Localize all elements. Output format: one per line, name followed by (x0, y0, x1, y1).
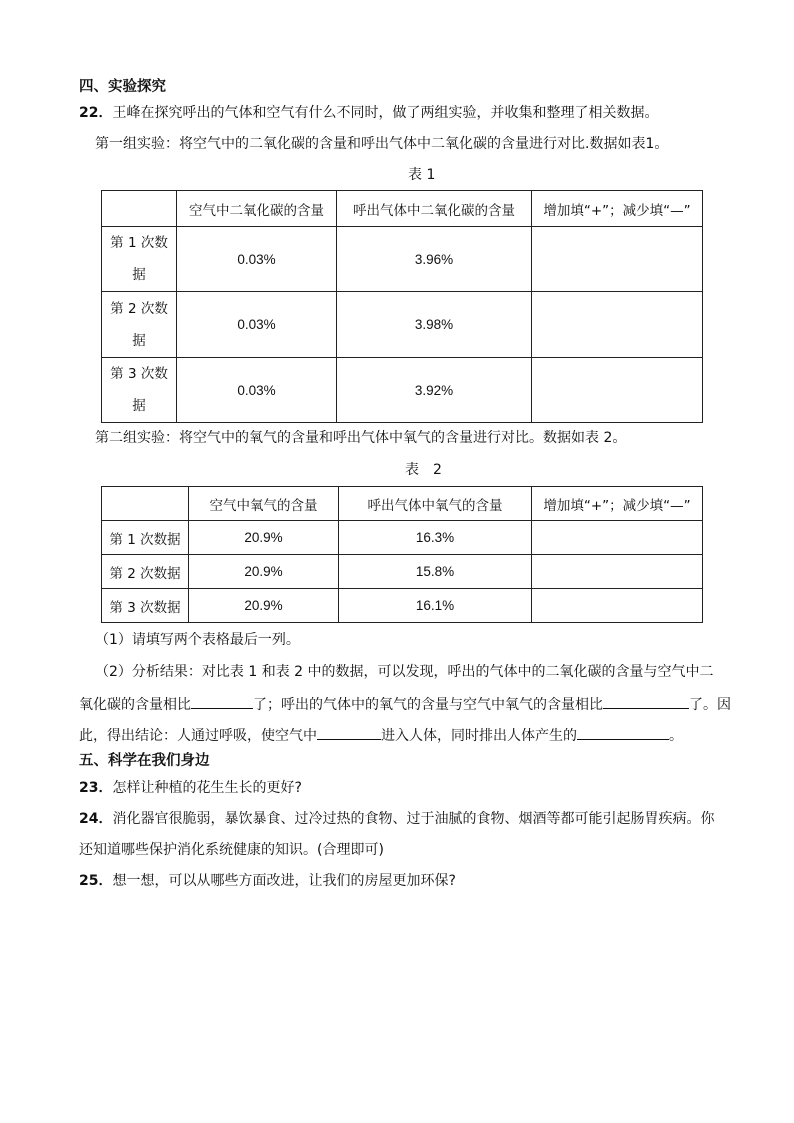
table-1-row-label (102, 292, 177, 358)
section-5-heading: 五、科学在我们身边 (79, 753, 210, 769)
sub-question-1: （1）请填写两个表格最后一列。 (95, 632, 300, 648)
table-1-row-label-line-a: 第 3 次数 (110, 366, 168, 382)
table-1-row-label-line-b: 据 (132, 332, 146, 349)
table-1-header-change: 增加填“+”；减少填“—” (532, 191, 703, 227)
table-1-change-answer-cell[interactable] (532, 292, 703, 358)
table-1-exhaled-value: 3.96% (337, 227, 532, 292)
question-24-number: 24． (79, 811, 113, 827)
question-23 (79, 778, 302, 798)
table-1-row-label-line-a: 第 1 次数 (110, 235, 168, 251)
question-24-line-2: 还知道哪些保护消化系统健康的知识。(合理即可) (79, 842, 384, 858)
answer-blank-gas-out[interactable] (577, 725, 669, 740)
sub-question-2-text-d: 此，得出结论：人通过呼吸，使空气中 (79, 728, 317, 744)
question-22 (79, 103, 658, 123)
table-2 (101, 486, 703, 623)
question-25-number: 25． (79, 873, 113, 889)
answer-blank-o2-change[interactable] (603, 694, 689, 709)
table-1-row-label (102, 358, 177, 423)
table-1-air-value: 0.03% (177, 292, 337, 358)
sub-question-2-text-e: 进入人体，同时排出人体产生的 (381, 728, 577, 744)
question-24-text-1: 消化器官很脆弱，暴饮暴食、过冷过热的食物、过于油腻的食物、烟酒等都可能引起肠胃疾病。你 (112, 811, 715, 827)
table-row (102, 227, 703, 292)
sub-question-2-text-a: 氧化碳的含量相比 (79, 697, 191, 713)
table-2-row-label: 第 3 次数据 (102, 589, 189, 623)
answer-blank-gas-in[interactable] (317, 725, 381, 740)
table-1-caption: 表 1 (408, 167, 436, 183)
sub-question-2-line-2 (79, 694, 731, 715)
table-1-row-label (102, 227, 177, 292)
table-1-row-label-line-b: 据 (132, 398, 146, 414)
table-2-change-answer-cell[interactable] (532, 521, 703, 555)
experiment-2-description: 第二组实验：将空气中的氧气的含量和呼出气体中氧气的含量进行对比。数据如表 2。 (95, 430, 627, 446)
question-22-number: 22． (79, 105, 113, 121)
table-2-exhaled-value: 16.3% (339, 521, 532, 555)
table-2-caption: 表 2 (405, 462, 442, 478)
question-22-text: 王峰在探究呼出的气体和空气有什么不同时，做了两组实验，并收集和整理了相关数据。 (112, 105, 659, 121)
table-1 (101, 190, 703, 423)
table-1-row-label-line-a: 第 2 次数 (110, 300, 168, 317)
sub-question-2-text-b: 了；呼出的气体中的氧气的含量与空气中氧气的含量相比 (253, 697, 603, 713)
table-row (102, 292, 703, 358)
sub-question-2-text-c: 了。因 (689, 697, 731, 713)
question-25 (79, 871, 456, 891)
table-1-row-label-line-b: 据 (132, 267, 146, 283)
table-1-header-exhaled: 呼出气体中二氧化碳的含量 (337, 191, 532, 227)
table-2-row-label: 第 2 次数据 (102, 555, 189, 589)
table-1-header-air: 空气中二氧化碳的含量 (177, 191, 337, 227)
table-1-header-corner (102, 191, 177, 227)
question-24-line-1 (79, 809, 714, 829)
table-2-row-label: 第 1 次数据 (102, 521, 189, 555)
table-2-exhaled-value: 16.1% (339, 589, 532, 623)
table-2-air-value: 20.9% (189, 521, 339, 555)
table-1-air-value: 0.03% (177, 358, 337, 423)
table-2-exhaled-value: 15.8% (339, 555, 532, 589)
table-2-air-value: 20.9% (189, 589, 339, 623)
sub-question-2-text-f: 。 (669, 728, 683, 744)
table-1-exhaled-value: 3.92% (337, 358, 532, 423)
table-row (102, 589, 703, 623)
table-row (102, 555, 703, 589)
table-2-header-corner (102, 487, 189, 521)
section-4-heading: 四、实验探究 (79, 79, 166, 95)
table-2-header-exhaled: 呼出气体中氧气的含量 (339, 487, 532, 521)
table-1-header-row (102, 191, 703, 227)
table-row (102, 521, 703, 555)
answer-blank-co2-change[interactable] (191, 694, 253, 709)
sub-question-2-line-3 (79, 725, 683, 746)
sub-question-2-line-1: （2）分析结果：对比表 1 和表 2 中的数据，可以发现，呼出的气体中的二氧化碳的含量与空气中二 (95, 664, 714, 680)
table-row (102, 358, 703, 423)
question-25-text: 想一想，可以从哪些方面改进，让我们的房屋更加环保? (112, 873, 456, 889)
experiment-1-description: 第一组实验：将空气中的二氧化碳的含量和呼出气体中二氧化碳的含量进行对比.数据如表1。 (95, 136, 669, 152)
table-2-change-answer-cell[interactable] (532, 555, 703, 589)
table-2-change-answer-cell[interactable] (532, 589, 703, 623)
table-1-exhaled-value: 3.98% (337, 292, 532, 358)
table-1-air-value: 0.03% (177, 227, 337, 292)
question-23-text: 怎样让种植的花生生长的更好? (112, 780, 302, 796)
question-23-number: 23． (79, 780, 113, 796)
table-2-header-row (102, 487, 703, 521)
table-2-header-air: 空气中氧气的含量 (189, 487, 339, 521)
table-2-air-value: 20.9% (189, 555, 339, 589)
table-2-header-change: 增加填“+”；减少填“—” (532, 487, 703, 521)
table-1-change-answer-cell[interactable] (532, 227, 703, 292)
table-1-change-answer-cell[interactable] (532, 358, 703, 423)
